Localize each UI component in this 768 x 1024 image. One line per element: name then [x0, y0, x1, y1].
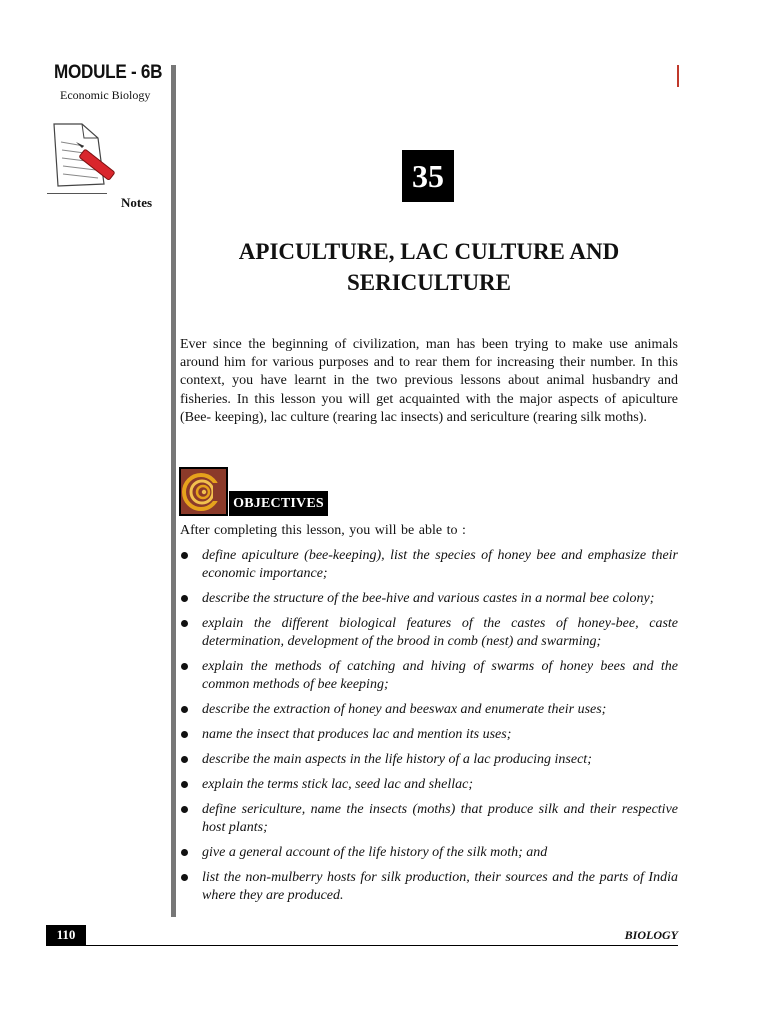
- lesson-number: 35: [402, 150, 454, 202]
- objective-text: explain the methods of catching and hiving of swarms of honey bees and the common methods of bee keeping;: [202, 659, 678, 692]
- bullet-icon: [181, 756, 188, 763]
- bullet-icon: [181, 620, 188, 627]
- bullet-icon: [181, 849, 188, 856]
- list-item: [180, 590, 678, 608]
- objective-text: define sericulture, name the insects (moths) that produce silk and their respective host plants;: [202, 802, 678, 835]
- bullet-icon: [181, 731, 188, 738]
- bullet-icon: [181, 552, 188, 559]
- notes-label: Notes: [121, 195, 153, 210]
- list-item: [180, 615, 678, 651]
- bullet-icon: [181, 874, 188, 881]
- list-item: [180, 726, 678, 744]
- objective-text: list the non-mulberry hosts for silk production, their sources and the parts of India where they are produced.: [202, 870, 678, 903]
- objective-text: describe the structure of the bee-hive and various castes in a normal bee colony;: [202, 591, 655, 606]
- objective-text: explain the terms stick lac, seed lac and shellac;: [202, 777, 473, 792]
- objective-text: describe the main aspects in the life history of a lac producing insect;: [202, 752, 592, 767]
- module-title: MODULE - 6B: [54, 62, 163, 83]
- list-item: [180, 751, 678, 769]
- bullet-icon: [181, 806, 188, 813]
- objective-text: give a general account of the life history of the silk moth; and: [202, 845, 548, 860]
- objective-text: explain the different biological features of the castes of honey-bee, caste determination, development of the brood in comb (nest) and swarming;: [202, 616, 678, 649]
- objectives-label: OBJECTIVES: [229, 491, 328, 516]
- lesson-title: APICULTURE, LAC CULTURE AND SERICULTURE: [238, 239, 620, 295]
- intro-paragraph: Ever since the beginning of civilization, man has been trying to make use animals around him for various purposes and to rear them for increasing their number. In this context, you have learnt in the two previous lessons about animal husbandry and fisheries. In this lesson you will get acquainted with the major aspects of apiculture (Bee- keeping), lac culture (rearing lac insects) and sericulture (rearing silk moths).: [180, 337, 678, 425]
- target-spiral-icon: [179, 467, 228, 516]
- module-subtitle: Economic Biology: [60, 88, 151, 102]
- notes-divider: [47, 193, 107, 194]
- objective-text: define apiculture (bee-keeping), list the species of honey bee and emphasize their economic importance;: [202, 548, 678, 581]
- bullet-icon: [181, 781, 188, 788]
- list-item: [180, 776, 678, 794]
- bullet-icon: [181, 595, 188, 602]
- objectives-list: [180, 547, 678, 912]
- list-item: [180, 844, 678, 862]
- list-item: [180, 801, 678, 837]
- bullet-icon: [181, 663, 188, 670]
- list-item: [180, 547, 678, 583]
- footer-subject: BIOLOGY: [624, 928, 678, 942]
- objective-text: describe the extraction of honey and beeswax and enumerate their uses;: [202, 702, 607, 717]
- list-item: [180, 701, 678, 719]
- objectives-lead: After completing this lesson, you will be able to :: [180, 523, 466, 538]
- list-item: [180, 869, 678, 905]
- footer-rule: [46, 945, 678, 946]
- margin-rule: [171, 65, 176, 917]
- list-item: [180, 658, 678, 694]
- corner-mark: [677, 65, 679, 87]
- notes-pencil-icon: [44, 120, 120, 196]
- bullet-icon: [181, 706, 188, 713]
- page-number: 110: [46, 925, 86, 945]
- objective-text: name the insect that produces lac and mention its uses;: [202, 727, 512, 742]
